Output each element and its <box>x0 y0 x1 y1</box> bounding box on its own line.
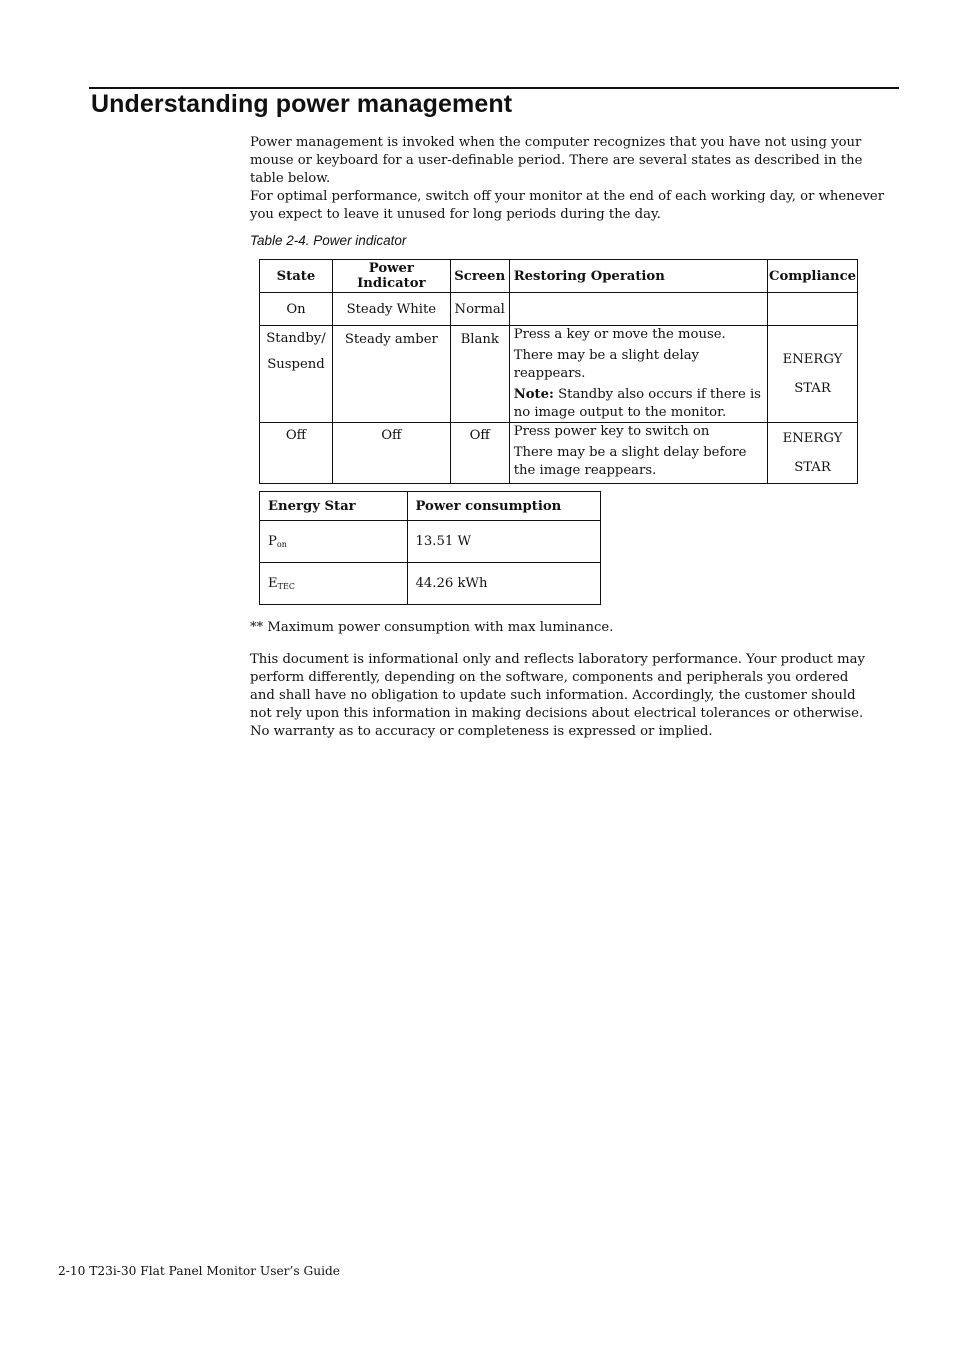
page-title: Understanding power management <box>91 90 513 118</box>
page-footer: 2-10 T23i-30 Flat Panel Monitor User’s Guide <box>58 1264 340 1278</box>
screen-text: Off <box>469 428 490 443</box>
screen-cell <box>450 326 509 423</box>
indicator-cell <box>332 326 450 423</box>
header-power-indicator: Power Indicator <box>332 260 450 293</box>
restoring-cell <box>509 423 767 484</box>
state-cell <box>260 326 333 423</box>
restoring-line: There may be a slight delay before the image reappears. <box>513 445 747 478</box>
metric-cell <box>260 563 408 605</box>
header-energy-star: Energy Star <box>260 492 408 521</box>
restoring-cell <box>509 293 767 326</box>
metric-subscript: TEC <box>277 582 295 591</box>
intro-text <box>250 134 890 224</box>
table-row <box>260 423 858 484</box>
compliance-line: STAR <box>794 460 831 475</box>
intro-paragraph-2: For optimal performance, switch off your monitor at the end of each working day, or whenever you expect to leave it unused for long periods during the day. <box>250 189 885 222</box>
state-cell: On <box>260 293 333 326</box>
heading-rule <box>89 87 899 89</box>
table-header-row <box>260 492 601 521</box>
header-restoring-operation: Restoring Operation <box>509 260 767 293</box>
compliance-line: STAR <box>794 381 831 396</box>
metric-label: E <box>268 576 278 591</box>
indicator-cell <box>332 423 450 484</box>
table-row <box>260 521 601 563</box>
state-line: Suspend <box>267 357 325 372</box>
header-compliance: Compliance <box>767 260 857 293</box>
value-cell: 13.51 W <box>407 521 601 563</box>
indicator-text: Off <box>381 428 402 443</box>
disclaimer: This document is informational only and reflects laboratory performance. Your product may perform differently, depending on the software, components and peripherals you ordered and shall have no obligation to update such information. Accordingly, the customer should not rely upon this information in making decisions about electrical tolerances or otherwise. No warranty as to accuracy or completeness is expressed or implied. <box>250 652 865 739</box>
state-cell <box>260 423 333 484</box>
indicator-cell: Steady White <box>332 293 450 326</box>
table-row <box>260 326 858 423</box>
state-text: Off <box>285 428 307 443</box>
restoring-cell <box>509 326 767 423</box>
value-cell: 44.26 kWh <box>407 563 601 605</box>
power-indicator-table <box>259 259 858 484</box>
state-line: Standby/ <box>266 331 326 346</box>
table-header-row <box>260 260 858 293</box>
restoring-line: Press a key or move the mouse. <box>513 327 726 342</box>
note-text: Standby also occurs if there is no image output to the monitor. <box>513 387 761 420</box>
screen-text: Blank <box>460 332 499 347</box>
compliance-line: ENERGY <box>782 352 843 367</box>
footnote: ** Maximum power consumption with max luminance. <box>250 620 614 635</box>
intro-paragraph-1: Power management is invoked when the computer recognizes that you have not using your mouse or keyboard for a user-definable period. There are several states as described in the table below. <box>250 135 863 186</box>
header-power-consumption: Power consumption <box>407 492 601 521</box>
screen-cell <box>450 423 509 484</box>
energy-star-table <box>259 491 601 605</box>
compliance-line: ENERGY <box>782 431 843 446</box>
screen-cell: Normal <box>450 293 509 326</box>
indicator-text: Steady amber <box>344 332 438 347</box>
note-label: Note: <box>513 387 554 402</box>
compliance-cell <box>767 326 857 423</box>
restoring-line: Press power key to switch on <box>513 424 710 439</box>
metric-cell <box>260 521 408 563</box>
header-state: State <box>260 260 333 293</box>
table-row <box>260 293 858 326</box>
restoring-line: There may be a slight delay reappears. <box>513 348 700 381</box>
restoring-note <box>514 386 763 422</box>
compliance-cell <box>767 423 857 484</box>
metric-label: P <box>268 534 277 549</box>
compliance-cell <box>767 293 857 326</box>
header-screen: Screen <box>450 260 509 293</box>
table-row <box>260 563 601 605</box>
table-caption: Table 2-4. Power indicator <box>250 233 407 248</box>
metric-subscript: on <box>276 540 287 549</box>
